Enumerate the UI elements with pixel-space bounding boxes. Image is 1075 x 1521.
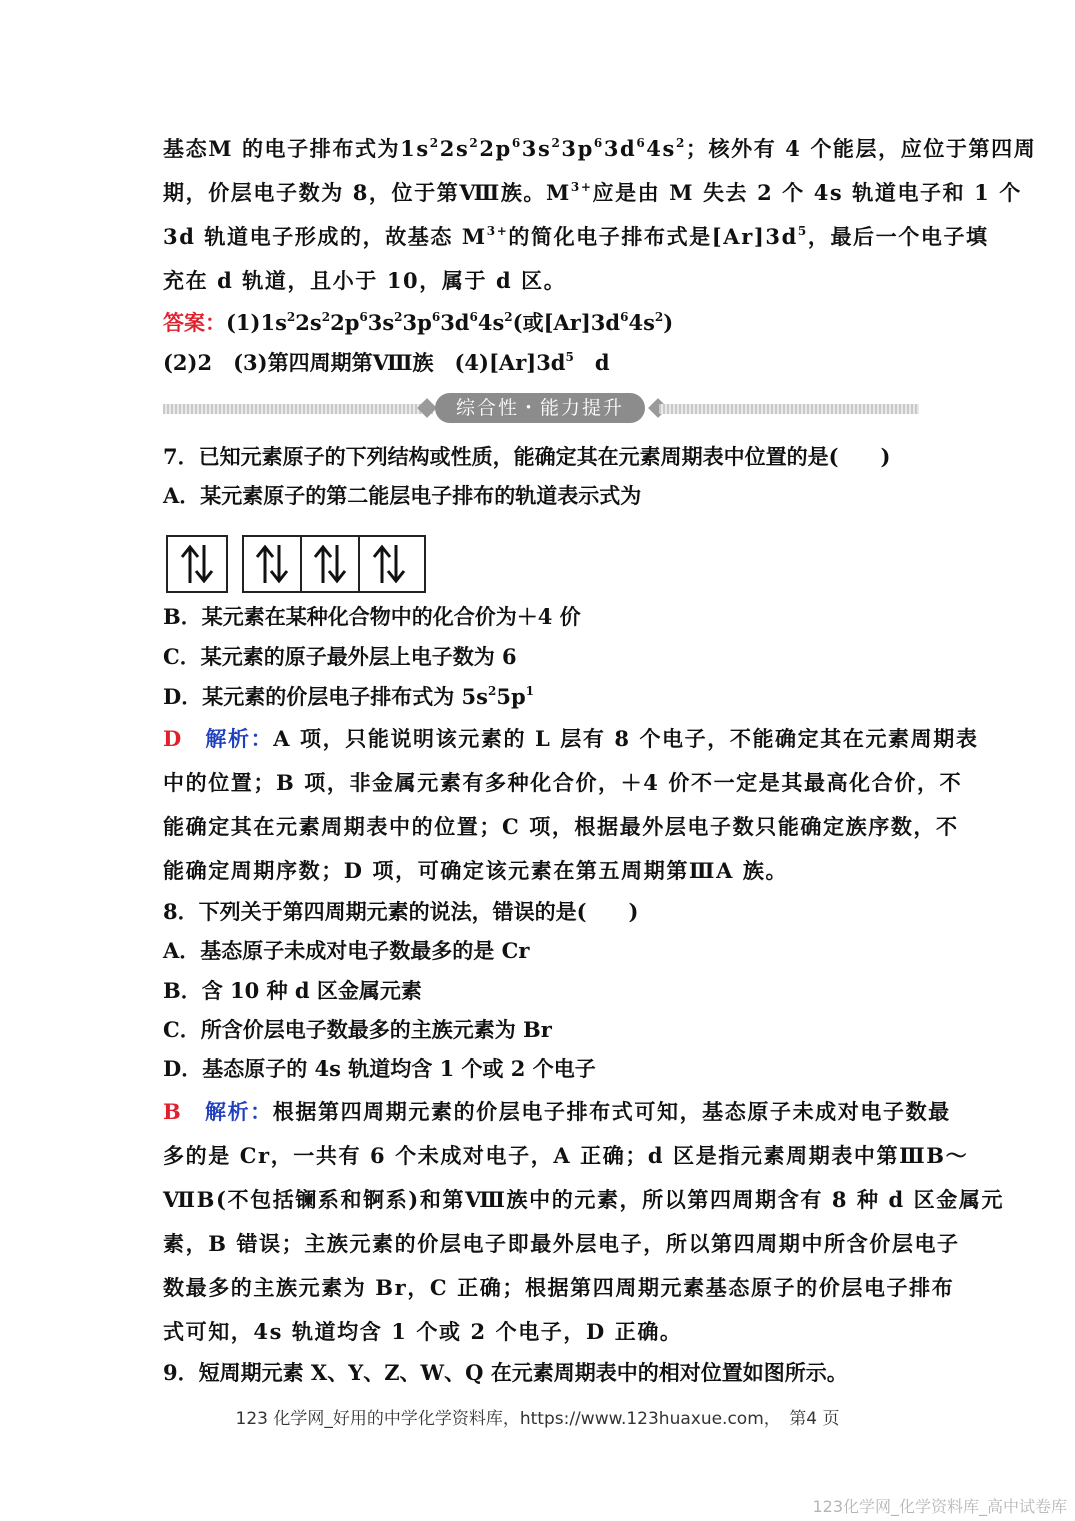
- watermark: 123化学网_化学资料库_高中试卷库: [812, 1497, 1067, 1516]
- orbital-diagram-2s: [166, 535, 228, 593]
- answer-line: (2)2 (3)第四周期第Ⅷ族 $(4)[Ar]3d^5$ d: [163, 350, 610, 375]
- explanation-line: 中的位置；B 项，非金属元素有多种化合价，＋4 价不一定是其最高化合价，不: [163, 770, 963, 795]
- orbital-diagram-2p: [242, 535, 426, 593]
- explanation-line: 能确定其在元素周期表中的位置；C 项，根据最外层电子数只能确定族序数，不: [163, 814, 959, 839]
- orbital-box: [360, 537, 418, 591]
- banner-bar-right: [659, 404, 919, 414]
- question-7-option-c: C．某元素的原子最外层上电子数为 6: [163, 644, 517, 669]
- paired-spin-arrows-icon: [369, 541, 409, 587]
- explanation-line: 能确定周期序数；D 项，可确定该元素在第五周期第ⅢA 族。: [163, 858, 789, 883]
- section-banner: [163, 392, 919, 426]
- paired-spin-arrows-icon: [177, 541, 217, 587]
- banner-bar-left: [163, 404, 433, 414]
- explanation-line: 期，价层电子数为 8，位于第Ⅷ族。$M^{3+}$应是由 M 失去 2 个 4s 轨道电子和 1 个: [163, 180, 1022, 205]
- answer-line: 答案：$(1)1s^22s^22p^63s^23p^63d^64s^2$(或$[Ar]3d^64s^2$): [163, 310, 674, 335]
- question-7-option-a: A．某元素原子的第二能层电子排布的轨道表示式为: [163, 483, 642, 508]
- explanation-label: 解析：: [205, 726, 274, 751]
- banner-diamond-left: [417, 398, 437, 418]
- answer-letter: D: [163, 726, 183, 751]
- explanation-line: 多的是 Cr，一共有 6 个未成对电子，A 正确；d 区是指元素周期表中第ⅢB～: [163, 1143, 969, 1168]
- explanation-line: 3d 轨道电子形成的，故基态 $M^{3+}$的简化电子排布式是$[Ar]3d^5$，最后一个电子填: [163, 224, 989, 249]
- question-7-stem: 7．已知元素原子的下列结构或性质，能确定其在元素周期表中位置的是( ): [163, 444, 891, 469]
- explanation-line: 充在 d 轨道，且小于 10，属于 d 区。: [163, 268, 567, 293]
- orbital-box: [244, 537, 302, 591]
- explanation-line: ⅦB(不包括镧系和锕系)和第Ⅷ族中的元素，所以第四周期含有 8 种 d 区金属元: [163, 1187, 1005, 1212]
- orbital-box: [302, 537, 360, 591]
- answer-label: 答案：: [163, 310, 226, 335]
- explanation-line: 素，B 错误；主族元素的价层电子即最外层电子，所以第四周期中所含价层电子: [163, 1231, 960, 1256]
- answer-letter: B: [163, 1099, 183, 1124]
- banner-title: 综合性・能力提升: [435, 393, 645, 423]
- question-8-option-d: D．基态原子的 4s 轨道均含 1 个或 2 个电子: [163, 1056, 596, 1081]
- question-8-explanation: B 解析：根据第四周期元素的价层电子排布式可知，基态原子未成对电子数最: [163, 1099, 951, 1124]
- question-9-stem: 9．短周期元素 X、Y、Z、W、Q 在元素周期表中的相对位置如图所示。: [163, 1360, 848, 1385]
- question-7-option-b: B．某元素在某种化合物中的化合价为＋4 价: [163, 604, 581, 629]
- question-8-option-a: A．基态原子未成对电子数最多的是 Cr: [163, 938, 530, 963]
- question-7-explanation: D 解析：A 项，只能说明该元素的 L 层有 8 个电子，不能确定其在元素周期表: [163, 726, 979, 751]
- page-footer: 123 化学网_好用的中学化学资料库，https://www.123huaxue.com， 第4 页: [235, 1409, 840, 1429]
- orbital-box: [168, 537, 226, 591]
- explanation-line: 数最多的主族元素为 Br，C 正确；根据第四周期元素基态原子的价层电子排布: [163, 1275, 955, 1300]
- question-7-option-d: D．某元素的价层电子排布式为 $5s^25p^1$: [163, 684, 534, 709]
- paired-spin-arrows-icon: [310, 541, 350, 587]
- explanation-line: 基态M 的电子排布式为$1s^22s^22p^63s^23p^63d^64s^2$；核外有 4 个能层，应位于第四周: [163, 136, 1037, 161]
- explanation-line: 式可知，4s 轨道均含 1 个或 2 个电子，D 正确。: [163, 1319, 683, 1344]
- question-8-stem: 8．下列关于第四周期元素的说法，错误的是( ): [163, 899, 639, 924]
- explanation-label: 解析：: [204, 1099, 273, 1124]
- paired-spin-arrows-icon: [252, 541, 292, 587]
- question-8-option-b: B．含 10 种 d 区金属元素: [163, 978, 422, 1003]
- question-8-option-c: C．所含价层电子数最多的主族元素为 Br: [163, 1017, 552, 1042]
